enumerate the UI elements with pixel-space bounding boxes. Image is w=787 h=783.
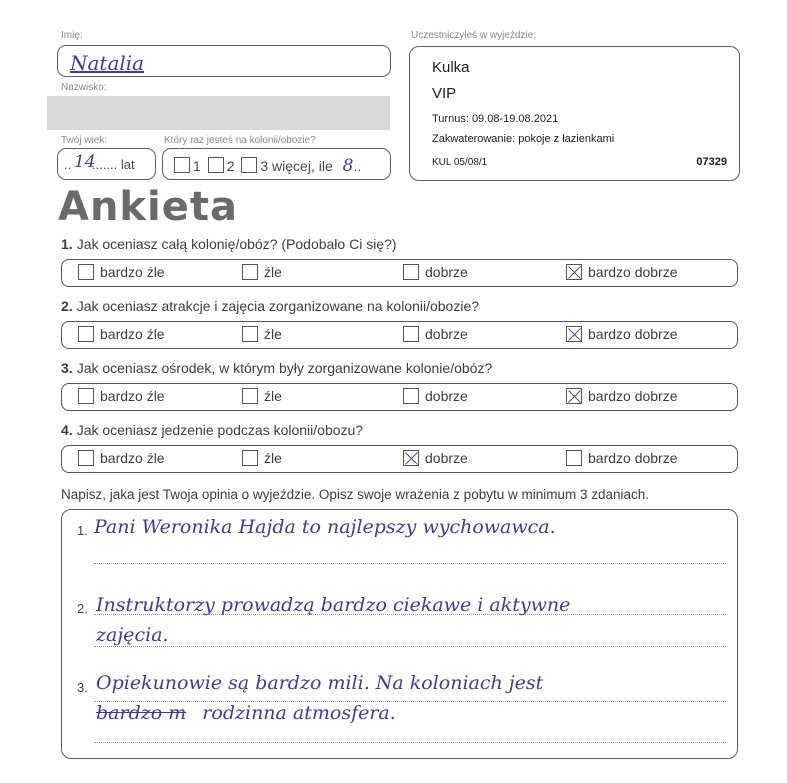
times-checkbox-3[interactable] bbox=[241, 157, 257, 173]
opinion-2-line-1: Instruktorzy prowadzą bardzo ciekawe i aktywne bbox=[96, 594, 571, 616]
checked-checkbox[interactable] bbox=[566, 326, 582, 342]
rating-option-label: bardzo dobrze bbox=[588, 450, 678, 466]
rating-option-label: bardzo źle bbox=[100, 264, 165, 280]
name-label: Imię: bbox=[61, 30, 83, 41]
opinion-3-line-1: Opiekunowie są bardzo mili. Na koloniach jest bbox=[96, 672, 544, 694]
opinion-2-num: 2. bbox=[77, 601, 88, 616]
checkbox[interactable] bbox=[403, 264, 419, 280]
trip-type: VIP bbox=[432, 85, 457, 102]
age-label: Twój wiek: bbox=[61, 135, 108, 146]
opinion-line bbox=[94, 563, 726, 564]
question-number: 3. bbox=[61, 360, 73, 376]
rating-option[interactable] bbox=[403, 264, 468, 280]
turnus: Turnus: 09.08-19.08.2021 bbox=[432, 113, 559, 125]
question-text: Jak oceniasz całą kolonię/obóz? (Podobało Ci się?) bbox=[76, 236, 397, 252]
rating-option[interactable] bbox=[242, 326, 282, 342]
checked-checkbox[interactable] bbox=[566, 264, 582, 280]
name-value: Natalia bbox=[70, 51, 145, 75]
rating-row-4 bbox=[61, 445, 738, 473]
age-prefix: .. bbox=[64, 157, 72, 172]
accommodation: Zakwaterowanie: pokoje z łazienkami bbox=[432, 133, 615, 145]
opinion-3-num: 3. bbox=[77, 680, 88, 695]
question-4 bbox=[61, 422, 363, 438]
times-value: 8 bbox=[342, 156, 354, 176]
rating-option[interactable] bbox=[403, 450, 468, 466]
opinion-3-struck-text: bardzo m bbox=[96, 702, 187, 724]
question-2 bbox=[61, 298, 479, 314]
question-3 bbox=[61, 360, 492, 376]
trip-number: 07329 bbox=[696, 156, 727, 168]
name-field[interactable] bbox=[57, 45, 391, 77]
checked-checkbox[interactable] bbox=[403, 450, 419, 466]
checkbox[interactable] bbox=[242, 388, 258, 404]
rating-option-label: dobrze bbox=[425, 388, 468, 404]
checkbox[interactable] bbox=[242, 264, 258, 280]
opinion-prompt: Napisz, jaka jest Twoja opinia o wyjeździe. Opisz swoje wrażenia z pobytu w minimum 3 zdaniach. bbox=[61, 487, 650, 502]
checkbox[interactable] bbox=[242, 450, 258, 466]
opinion-line bbox=[94, 742, 726, 743]
rating-option-label: bardzo dobrze bbox=[588, 326, 678, 342]
checkbox[interactable] bbox=[242, 326, 258, 342]
rating-option-label: dobrze bbox=[425, 264, 468, 280]
question-text: Jak oceniasz ośrodek, w którym były zorganizowane kolonie/obóz? bbox=[76, 360, 493, 376]
rating-option[interactable] bbox=[242, 388, 282, 404]
age-field[interactable] bbox=[57, 148, 156, 180]
rating-option-label: dobrze bbox=[425, 326, 468, 342]
times-opt-3: 3 więcej, ile bbox=[260, 158, 333, 174]
question-number: 1. bbox=[61, 236, 73, 252]
checked-checkbox[interactable] bbox=[566, 388, 582, 404]
checkbox[interactable] bbox=[566, 450, 582, 466]
trip-name: Kulka bbox=[432, 59, 470, 76]
times-opt-2: 2 bbox=[226, 158, 235, 174]
rating-option[interactable] bbox=[242, 450, 282, 466]
rating-option[interactable] bbox=[78, 326, 165, 342]
times-label: Który raz jesteś na kolonii/obozie? bbox=[164, 135, 316, 146]
rating-option-label: źle bbox=[264, 326, 282, 342]
rating-option[interactable] bbox=[403, 326, 468, 342]
rating-option-label: bardzo źle bbox=[100, 388, 165, 404]
age-suffix: ....... lat bbox=[92, 157, 135, 172]
question-1 bbox=[61, 236, 397, 252]
rating-option[interactable] bbox=[78, 264, 165, 280]
opinion-2-line-2: zajęcia. bbox=[96, 624, 169, 646]
rating-option-label: dobrze bbox=[425, 450, 468, 466]
checkbox[interactable] bbox=[78, 388, 94, 404]
rating-row-3 bbox=[61, 383, 738, 411]
rating-row-2 bbox=[61, 321, 738, 349]
participant-label: Uczestniczyłeś w wyjeździe: bbox=[411, 30, 537, 41]
opinion-1-num: 1. bbox=[77, 523, 88, 538]
times-checkbox-2[interactable] bbox=[208, 157, 224, 173]
times-checkbox-1[interactable] bbox=[174, 157, 190, 173]
rating-option-label: bardzo dobrze bbox=[588, 264, 678, 280]
trip-info-box bbox=[409, 46, 740, 181]
opinion-3-line-2-wrap bbox=[96, 702, 396, 724]
checkbox[interactable] bbox=[78, 326, 94, 342]
page-title: Ankieta bbox=[58, 184, 238, 230]
question-text: Jak oceniasz jedzenie podczas kolonii/obozu? bbox=[76, 422, 364, 438]
rating-option[interactable] bbox=[566, 264, 678, 280]
rating-option[interactable] bbox=[566, 388, 678, 404]
rating-option[interactable] bbox=[78, 388, 165, 404]
surname-redaction bbox=[47, 96, 390, 130]
question-number: 2. bbox=[61, 298, 73, 314]
rating-option-label: źle bbox=[264, 388, 282, 404]
opinion-1-line-1: Pani Weronika Hajda to najlepszy wychowawca. bbox=[94, 516, 556, 538]
rating-option[interactable] bbox=[566, 450, 678, 466]
opinion-line bbox=[94, 646, 726, 647]
rating-option[interactable] bbox=[78, 450, 165, 466]
times-opt-1: 1 bbox=[193, 158, 201, 174]
rating-option-label: źle bbox=[264, 450, 282, 466]
opinion-3-line-2: rodzinna atmosfera. bbox=[202, 702, 396, 724]
rating-option-label: bardzo źle bbox=[100, 450, 165, 466]
age-value: 14 bbox=[74, 152, 96, 172]
checkbox[interactable] bbox=[403, 326, 419, 342]
rating-option[interactable] bbox=[403, 388, 468, 404]
question-text: Jak oceniasz atrakcje i zajęcia zorganizowane na kolonii/obozie? bbox=[76, 298, 480, 314]
rating-option-label: źle bbox=[264, 264, 282, 280]
question-number: 4. bbox=[61, 422, 73, 438]
checkbox[interactable] bbox=[78, 450, 94, 466]
rating-row-1 bbox=[61, 259, 738, 287]
rating-option[interactable] bbox=[566, 326, 678, 342]
checkbox[interactable] bbox=[403, 388, 419, 404]
checkbox[interactable] bbox=[78, 264, 94, 280]
rating-option[interactable] bbox=[242, 264, 282, 280]
surname-label: Nazwisko: bbox=[61, 82, 107, 93]
trip-code: KUL 05/08/1 bbox=[432, 157, 488, 168]
rating-option-label: bardzo źle bbox=[100, 326, 165, 342]
times-field[interactable]: 1 2 3 więcej, ile 8.. bbox=[162, 148, 391, 180]
rating-option-label: bardzo dobrze bbox=[588, 388, 678, 404]
